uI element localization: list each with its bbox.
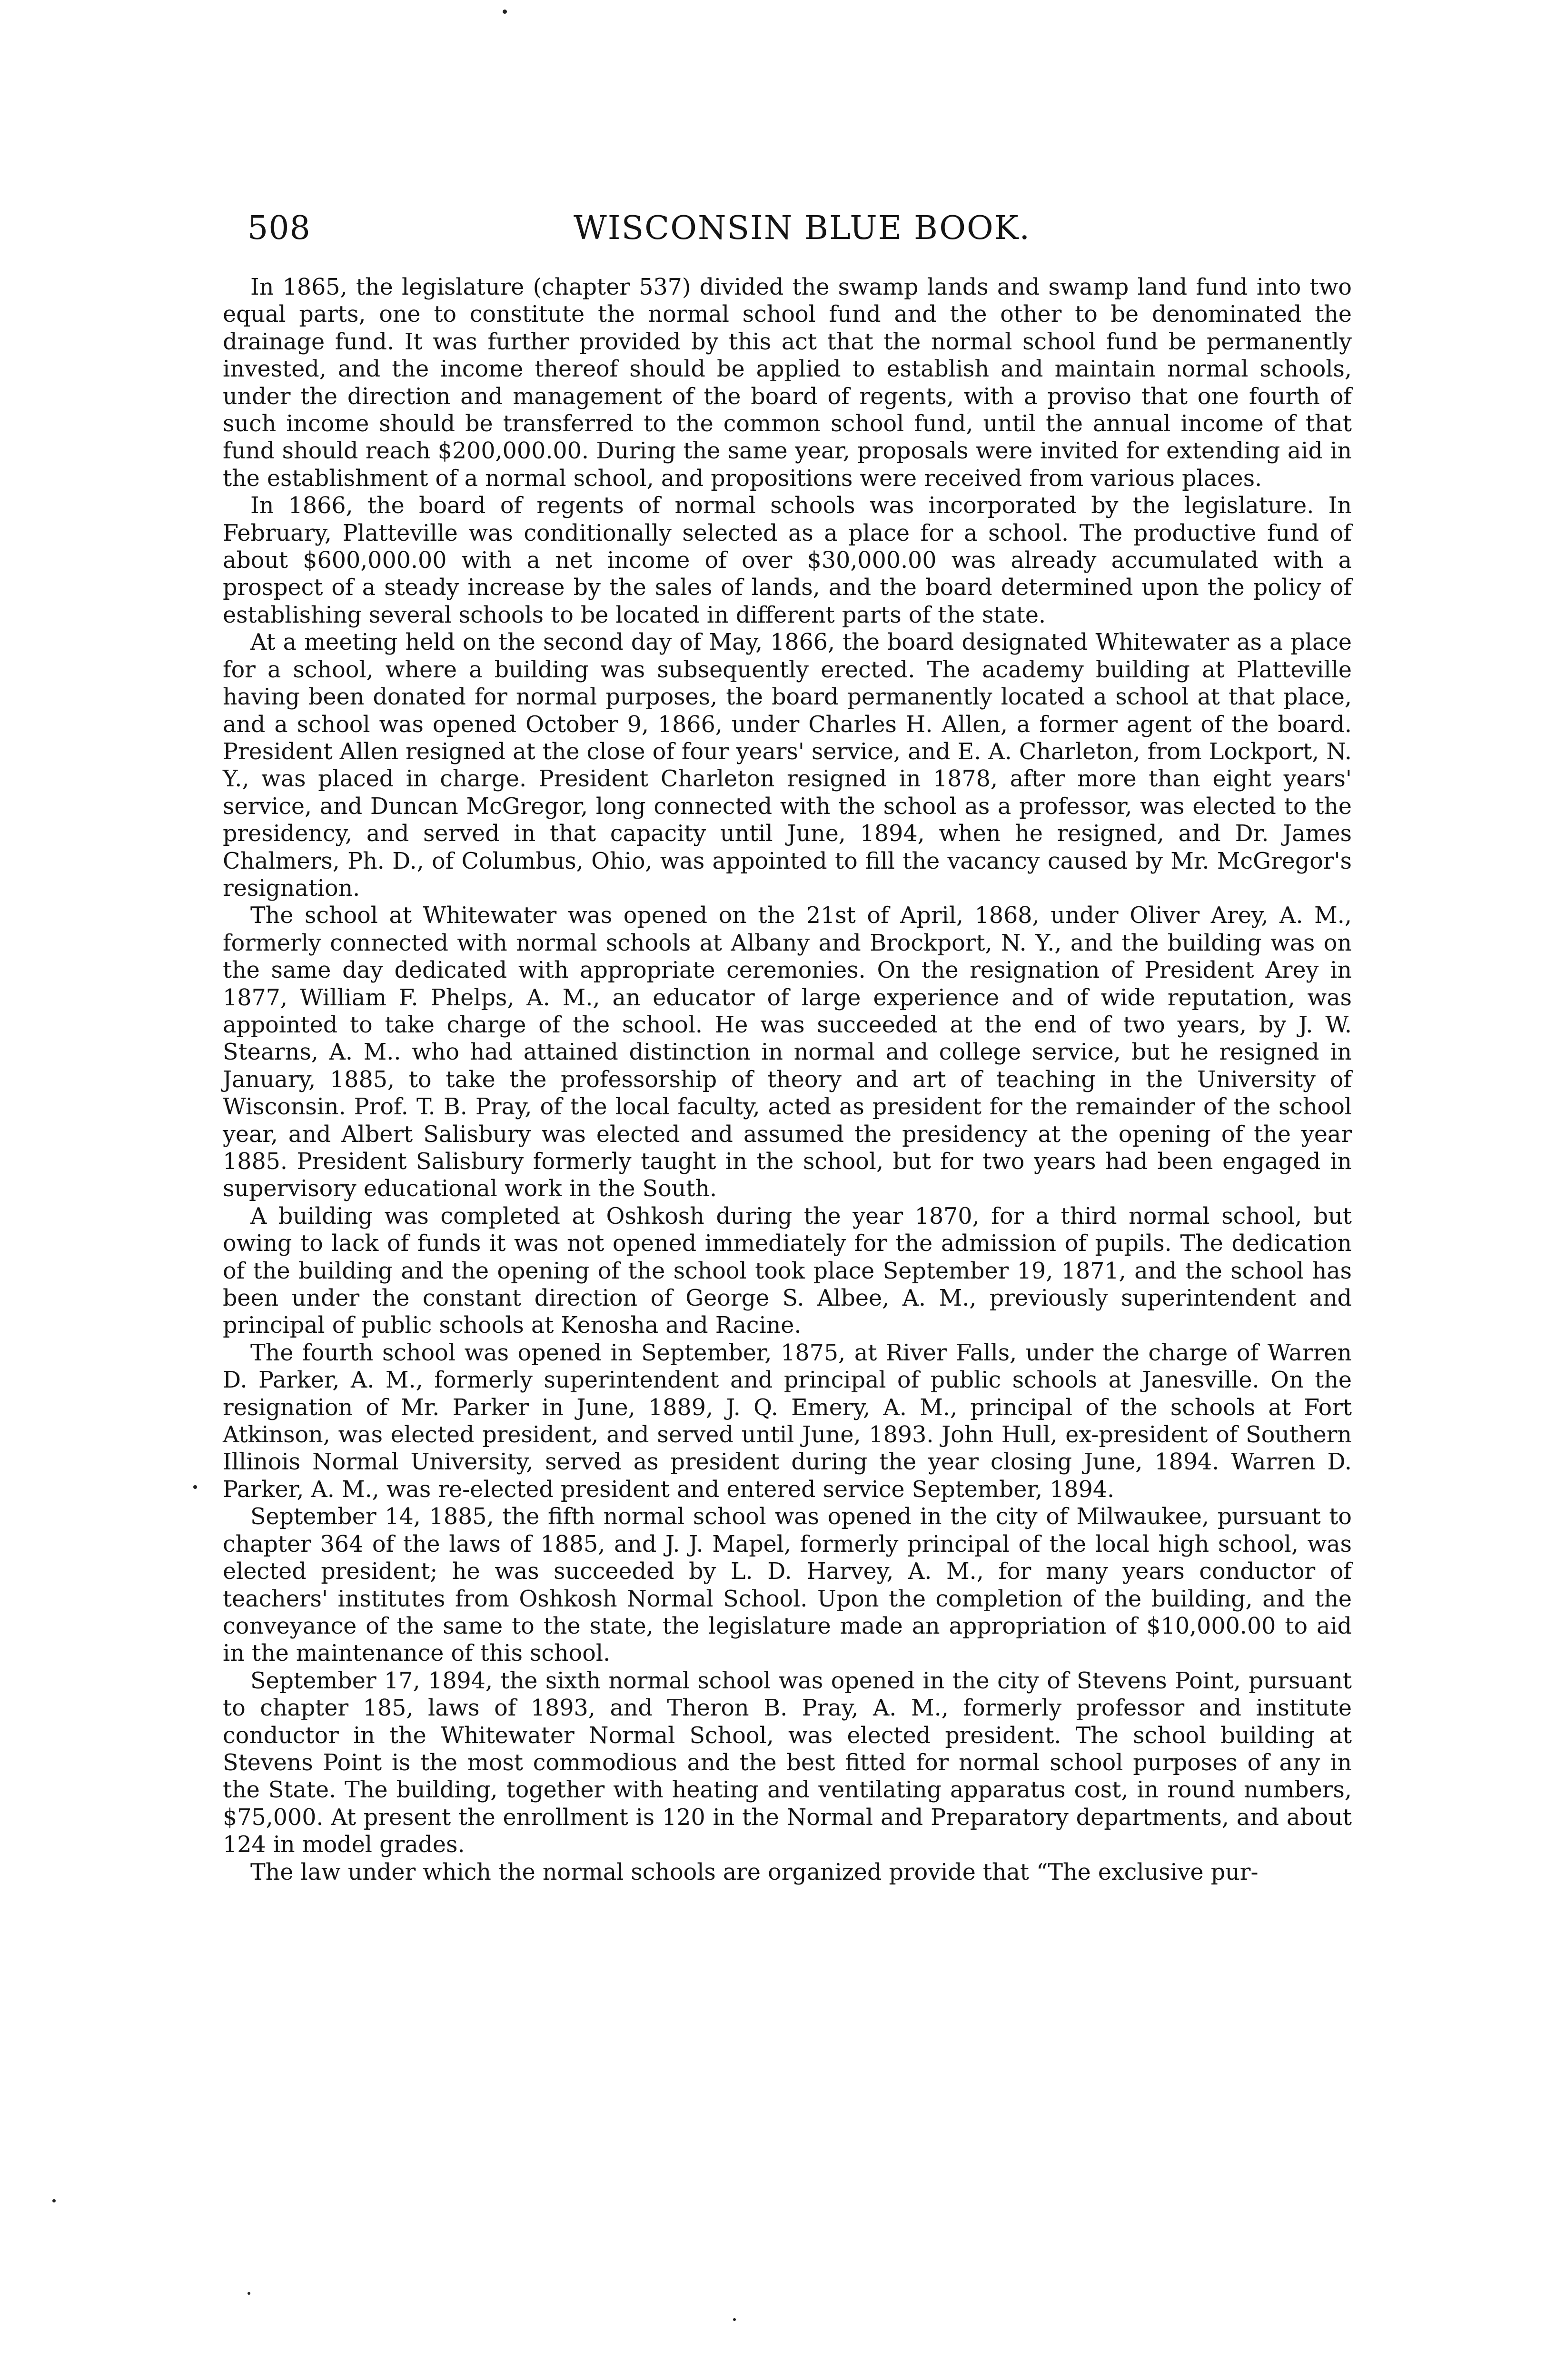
paragraph-whitewater-school: The school at Whitewater was opened on the 21st of April, 1868, under Oliver Arey, A. M., formerly connected with normal schools at Albany and Brockport, N. Y., and the building was on the same day dedicated with appropriate ceremonies. On the resignation of President Arey in 1877, William F. Phelps, A. M., an educator of large experience and of wide reputation, was appointed to take charge of the school. He was succeeded at the end of two years, by J. W. Stearns, A. M.. who had attained distinction in normal and college service, but he resigned in January, 1885, to take the professorship of theory and art of teaching in the University of Wisconsin. Prof. T. B. Pray, of the local faculty, acted as president for the remainder of the school year, and Albert Salisbury was elected and assumed the presidency at the opening of the year 1885. President Salisbury formerly taught in the school, but for two years had been engaged in supervisory educational work in the South.: [223, 902, 1352, 1202]
running-title: WISCONSIN BLUE BOOK.: [573, 209, 1031, 247]
paragraph-oshkosh-school: A building was completed at Oshkosh during the year 1870, for a third normal school, but owing to lack of funds it was not opened immediately for the admission of pupils. The dedication of the building and the opening of the school took place September 19, 1871, and the school has been under the constant direction of George S. Albee, A. M., previously superintendent and principal of public schools at Kenosha and Racine.: [223, 1203, 1352, 1339]
paragraph-river-falls-school: The fourth school was opened in September, 1875, at River Falls, under the charge of Warren D. Parker, A. M., formerly superintendent and principal of public schools at Janesville. On the resignation of Mr. Parker in June, 1889, J. Q. Emery, A. M., principal of the schools at Fort Atkinson, was elected president, and served until June, 1893. John Hull, ex-president of Southern Illinois Normal University, served as president during the year closing June, 1894. Warren D. Parker, A. M., was re-elected president and entered service September, 1894.: [223, 1339, 1352, 1503]
paragraph-law-continuation: The law under which the normal schools are organized provide that “The exclusive pur-: [250, 1859, 1259, 1885]
scan-speck: [733, 2318, 736, 2321]
paragraph-milwaukee-school: September 14, 1885, the fifth normal school was opened in the city of Milwaukee, pursuant to chapter 364 of the laws of 1885, and J. J. Mapel, formerly principal of the local high school, was elected president; he was succeeded by L. D. Harvey, A. M., for many years conductor of teachers' institutes from Oshkosh Normal School. Upon the completion of the building, and the conveyance of the same to the state, the legislature made an appropriation of $10,000.00 to aid in the maintenance of this school.: [223, 1504, 1352, 1667]
paragraph-stevens-point-school: September 17, 1894, the sixth normal school was opened in the city of Stevens Point, pursuant to chapter 185, laws of 1893, and Theron B. Pray, A. M., formerly professor and institute conductor in the Whitewater Normal School, was elected president. The school building at Stevens Point is the most commodious and the best fitted for normal school purposes of any in the State. The building, together with heating and ventilating apparatus cost, in round numbers, $75,000. At present the enrollment is 120 in the Normal and Preparatory departments, and about 124 in model grades.: [223, 1667, 1352, 1858]
page-header: [248, 205, 1357, 257]
paragraph-1865-legislature: In 1865, the legislature (chapter 537) divided the swamp lands and swamp land fund into two equal parts, one to constitute the normal school fund and the other to be denominated the drainage fund. It was further provided by this act that the normal school fund be permanently invested, and the income thereof should be applied to establish and maintain normal schools, under the direction and management of the board of regents, with a proviso that one fourth of such income should be transferred to the common school fund, until the annual income of that fund should reach $200,000.00. During the same year, proposals were invited for extending aid in the establishment of a normal school, and propositions were received from various places.: [223, 274, 1352, 492]
paragraph-1866-board: In 1866, the board of regents of normal schools was incorporated by the legislature. In February, Platteville was conditionally selected as a place for a school. The productive fund of about $600,000.00 with a net income of over $30,000.00 was already accumulated with a prospect of a steady increase by the sales of lands, and the board determined upon the policy of establishing several schools to be located in different parts of the state.: [223, 493, 1352, 628]
scan-speck: [193, 1485, 197, 1489]
paragraph-platteville-school: At a meeting held on the second day of May, 1866, the board designated Whitewater as a place for a school, where a building was subsequently erected. The academy building at Platteville having been donated for normal purposes, the board permanently located a school at that place, and a school was opened October 9, 1866, under Charles H. Allen, a former agent of the board. President Allen resigned at the close of four years' service, and E. A. Charleton, from Lockport, N. Y., was placed in charge. President Charleton resigned in 1878, after more than eight years' service, and Duncan McGregor, long connected with the school as a professor, was elected to the presidency, and served in that capacity until June, 1894, when he resigned, and Dr. James Chalmers, Ph. D., of Columbus, Ohio, was appointed to fill the vacancy caused by Mr. McGregor's resignation.: [223, 629, 1352, 902]
page-number: 508: [248, 209, 311, 247]
scan-speck: [248, 2292, 250, 2295]
scan-speck: [52, 2199, 56, 2202]
body-text: [223, 274, 1352, 1886]
scan-speck: [503, 10, 507, 14]
